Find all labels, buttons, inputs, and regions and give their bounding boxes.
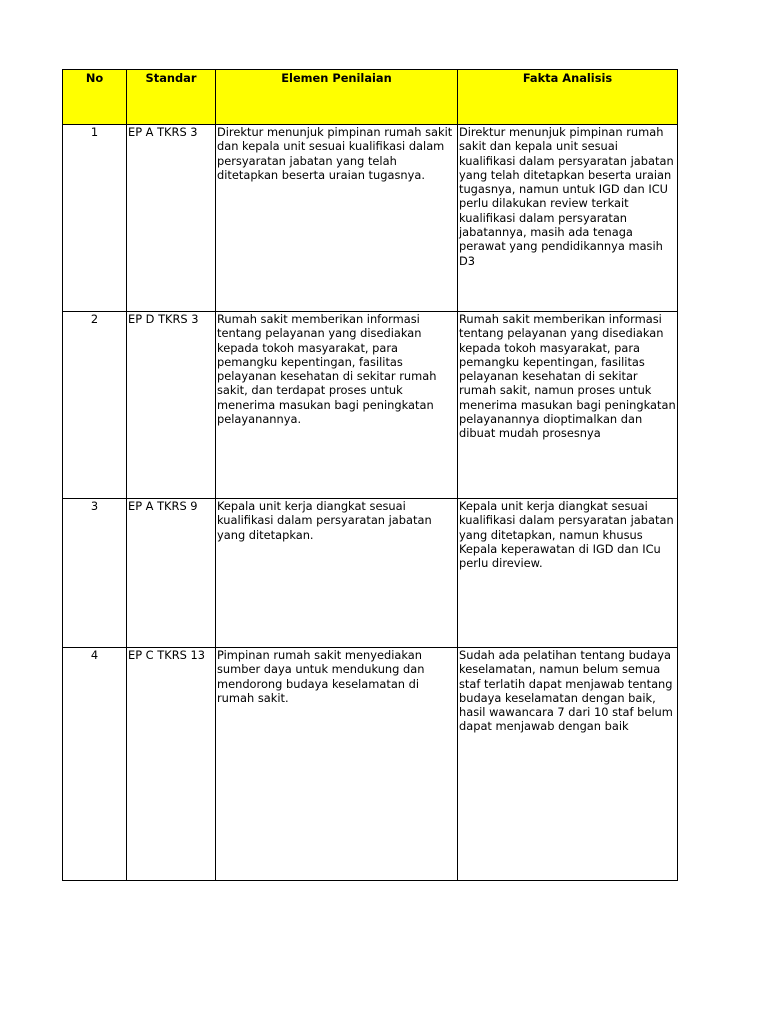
header-standar: Standar bbox=[127, 70, 216, 125]
cell-no: 4 bbox=[63, 648, 127, 881]
cell-elemen-penilaian: Rumah sakit memberikan informasi tentang pelayanan yang disediakan kepada tokoh masyarakat, para pemangku kepentingan, fasilitas pelayanan kesehatan di sekitar rumah sakit, dan terdapat proses untuk menerima masukan bagi peningkatan pelayanannya. bbox=[216, 312, 458, 499]
table-row bbox=[63, 125, 678, 312]
cell-no: 1 bbox=[63, 125, 127, 312]
cell-elemen-penilaian: Direktur menunjuk pimpinan rumah sakit dan kepala unit sesuai kualifikasi dalam persyaratan jabatan yang telah ditetapkan beserta uraian tugasnya. bbox=[216, 125, 458, 312]
cell-no: 3 bbox=[63, 499, 127, 648]
cell-elemen-penilaian: Pimpinan rumah sakit menyediakan sumber daya untuk mendukung dan mendorong budaya keselamatan di rumah sakit. bbox=[216, 648, 458, 881]
cell-fakta-analisis: Rumah sakit memberikan informasi tentang pelayanan yang disediakan kepada tokoh masyarakat, para pemangku kepentingan, fasilitas pelayanan kesehatan di sekitar rumah sakit, namun proses untuk menerima masukan bagi peningkatan pelayanannya dioptimalkan dan dibuat mudah prosesnya bbox=[458, 312, 678, 499]
cell-standar: EP A TKRS 3 bbox=[127, 125, 216, 312]
table-row bbox=[63, 499, 678, 648]
cell-fakta-analisis: Sudah ada pelatihan tentang budaya keselamatan, namun belum semua staf terlatih dapat menjawab tentang budaya keselamatan dengan baik, hasil wawancara 7 dari 10 staf belum dapat menjawab dengan baik bbox=[458, 648, 678, 881]
header-no: No bbox=[63, 70, 127, 125]
table-header-row bbox=[63, 70, 678, 125]
header-fakta-analisis: Fakta Analisis bbox=[458, 70, 678, 125]
cell-standar: EP A TKRS 9 bbox=[127, 499, 216, 648]
cell-standar: EP D TKRS 3 bbox=[127, 312, 216, 499]
table-row bbox=[63, 312, 678, 499]
assessment-table bbox=[62, 69, 678, 881]
table-row bbox=[63, 648, 678, 881]
cell-fakta-analisis: Direktur menunjuk pimpinan rumah sakit dan kepala unit sesuai kualifikasi dalam persyaratan jabatan yang telah ditetapkan beserta uraian tugasnya, namun untuk IGD dan ICU perlu dilakukan review terkait kualifikasi dalam persyaratan jabatannya, masih ada tenaga perawat yang pendidikannya masih D3 bbox=[458, 125, 678, 312]
header-elemen-penilaian: Elemen Penilaian bbox=[216, 70, 458, 125]
cell-elemen-penilaian: Kepala unit kerja diangkat sesuai kualifikasi dalam persyaratan jabatan yang ditetapkan. bbox=[216, 499, 458, 648]
cell-no: 2 bbox=[63, 312, 127, 499]
cell-fakta-analisis: Kepala unit kerja diangkat sesuai kualifikasi dalam persyaratan jabatan yang ditetapkan, namun khusus Kepala keperawatan di IGD dan ICu perlu direview. bbox=[458, 499, 678, 648]
cell-standar: EP C TKRS 13 bbox=[127, 648, 216, 881]
